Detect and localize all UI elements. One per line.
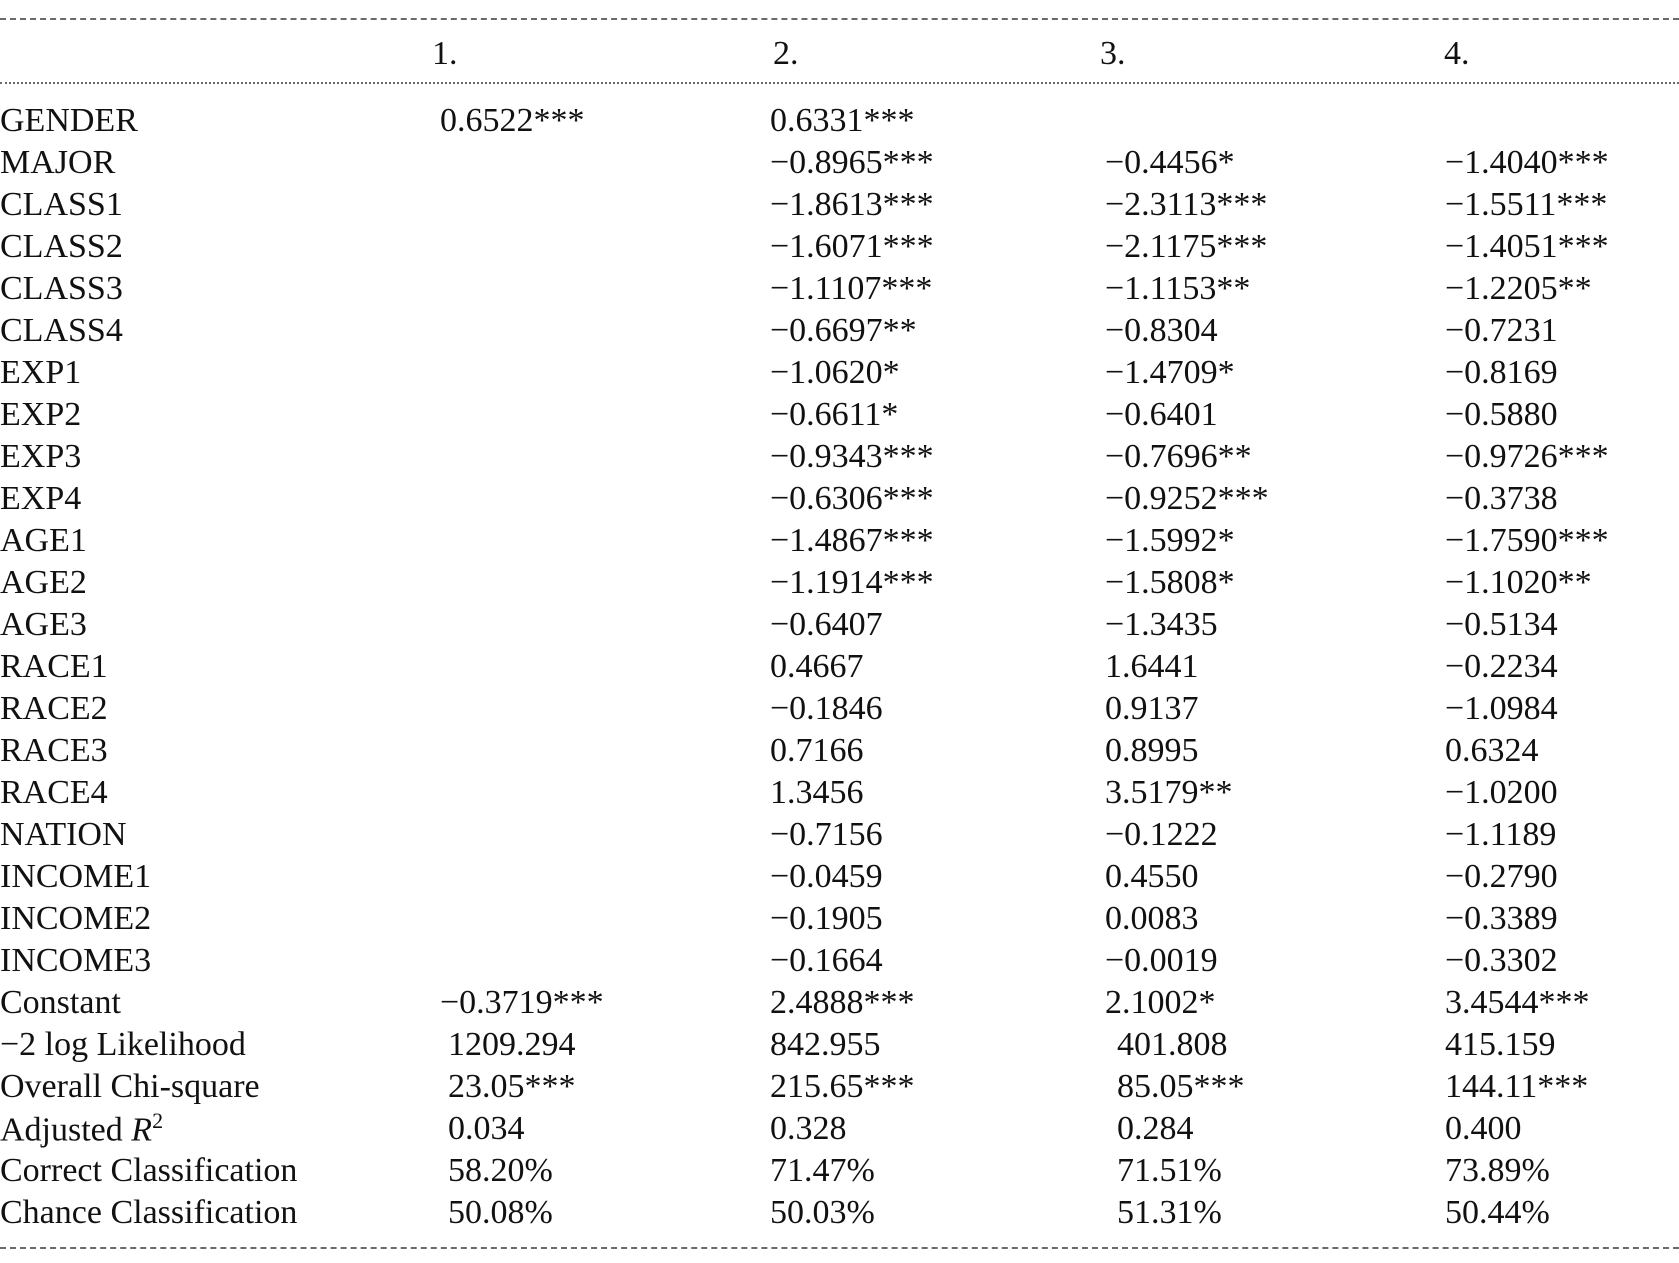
cell-exp1-model-1 xyxy=(440,352,770,394)
table-row xyxy=(0,688,1679,730)
cell-exp3-model-1 xyxy=(440,436,770,478)
fit-label-correct-classification: Correct Classification xyxy=(0,1152,298,1189)
cell-age2-model-3: −1.5808* xyxy=(1105,564,1235,601)
table-row xyxy=(0,184,1679,226)
fit-label-2-log-likelihood: −2 log Likelihood xyxy=(0,1026,246,1063)
fit-row xyxy=(0,1066,1679,1108)
table-row xyxy=(0,982,1679,1024)
cell-major-model-1 xyxy=(440,142,770,184)
table-row xyxy=(0,352,1679,394)
cell-exp1-model-2: −1.0620* xyxy=(770,354,900,391)
cell-race2-model-1 xyxy=(440,688,770,730)
fit-cell-model-3: 85.05*** xyxy=(1117,1068,1245,1105)
cell-class4-model-4: −0.7231 xyxy=(1445,312,1558,349)
cell-age3-model-3: −1.3435 xyxy=(1105,606,1218,643)
row-label-race1: RACE1 xyxy=(0,648,108,685)
fit-cell-model-3: 401.808 xyxy=(1117,1026,1228,1063)
table-row xyxy=(0,856,1679,898)
fit-cell-model-1: 50.08% xyxy=(448,1194,553,1231)
top-rule xyxy=(0,18,1679,20)
column-header-blank xyxy=(0,30,440,78)
cell-exp3-model-2: −0.9343*** xyxy=(770,438,934,475)
cell-race3-model-3: 0.8995 xyxy=(1105,732,1199,769)
cell-gender-model-2: 0.6331*** xyxy=(770,102,915,139)
cell-age1-model-1 xyxy=(440,520,770,562)
cell-income3-model-1 xyxy=(440,940,770,982)
row-label-class2: CLASS2 xyxy=(0,228,123,265)
table-row xyxy=(0,436,1679,478)
row-label-exp1: EXP1 xyxy=(0,354,82,391)
fit-cell-model-2: 0.328 xyxy=(770,1110,847,1147)
bottom-rule xyxy=(0,1247,1679,1249)
cell-income3-model-4: −0.3302 xyxy=(1445,942,1558,979)
cell-constant-model-4: 3.4544*** xyxy=(1445,984,1590,1021)
cell-class2-model-2: −1.6071*** xyxy=(770,228,934,265)
cell-exp1-model-3: −1.4709* xyxy=(1105,354,1235,391)
fit-cell-model-2: 71.47% xyxy=(770,1152,875,1189)
fit-cell-model-4: 73.89% xyxy=(1445,1152,1550,1189)
row-label-race2: RACE2 xyxy=(0,690,108,727)
cell-exp1-model-4: −0.8169 xyxy=(1445,354,1558,391)
table-row xyxy=(0,772,1679,814)
row-label-gender: GENDER xyxy=(0,102,138,139)
row-label-race4: RACE4 xyxy=(0,774,108,811)
cell-class1-model-2: −1.8613*** xyxy=(770,186,934,223)
cell-nation-model-3: −0.1222 xyxy=(1105,816,1218,853)
cell-class2-model-4: −1.4051*** xyxy=(1445,228,1609,265)
cell-income1-model-2: −0.0459 xyxy=(770,858,883,895)
cell-race1-model-3: 1.6441 xyxy=(1105,648,1199,685)
cell-constant-model-1: −0.3719*** xyxy=(440,984,604,1021)
cell-class3-model-2: −1.1107*** xyxy=(770,270,933,307)
row-label-income3: INCOME3 xyxy=(0,942,152,979)
table-row xyxy=(0,268,1679,310)
table-row xyxy=(0,520,1679,562)
fit-row xyxy=(0,1192,1679,1234)
table-row xyxy=(0,142,1679,184)
cell-nation-model-4: −1.1189 xyxy=(1445,816,1557,853)
cell-major-model-3: −0.4456* xyxy=(1105,144,1235,181)
fit-cell-model-2: 50.03% xyxy=(770,1194,875,1231)
cell-race2-model-4: −1.0984 xyxy=(1445,690,1558,727)
column-header-1: 1. xyxy=(432,35,458,72)
cell-age2-model-4: −1.1020** xyxy=(1445,564,1592,601)
row-label-age1: AGE1 xyxy=(0,522,87,559)
row-label-exp4: EXP4 xyxy=(0,480,82,517)
fit-cell-model-1: 23.05*** xyxy=(448,1068,576,1105)
cell-major-model-2: −0.8965*** xyxy=(770,144,934,181)
row-label-class1: CLASS1 xyxy=(0,186,123,223)
cell-age1-model-4: −1.7590*** xyxy=(1445,522,1609,559)
cell-race4-model-4: −1.0200 xyxy=(1445,774,1558,811)
row-label-exp2: EXP2 xyxy=(0,396,82,433)
cell-nation-model-2: −0.7156 xyxy=(770,816,883,853)
cell-exp4-model-1 xyxy=(440,478,770,520)
cell-exp3-model-3: −0.7696** xyxy=(1105,438,1252,475)
fit-label-variable: R xyxy=(131,1111,153,1149)
cell-race3-model-4: 0.6324 xyxy=(1445,732,1539,769)
cell-age3-model-1 xyxy=(440,604,770,646)
column-header-4: 4. xyxy=(1444,35,1470,72)
fit-row xyxy=(0,1150,1679,1192)
cell-race3-model-2: 0.7166 xyxy=(770,732,864,769)
cell-race1-model-2: 0.4667 xyxy=(770,648,864,685)
row-label-race3: RACE3 xyxy=(0,732,108,769)
cell-race2-model-3: 0.9137 xyxy=(1105,690,1199,727)
table-row xyxy=(0,646,1679,688)
cell-constant-model-2: 2.4888*** xyxy=(770,984,915,1021)
cell-class3-model-3: −1.1153** xyxy=(1105,270,1251,307)
cell-race1-model-1 xyxy=(440,646,770,688)
fit-label-overall-chi-square: Overall Chi-square xyxy=(0,1068,260,1105)
cell-income1-model-3: 0.4550 xyxy=(1105,858,1199,895)
cell-gender-model-1: 0.6522*** xyxy=(440,102,585,139)
fit-cell-model-2: 215.65*** xyxy=(770,1068,915,1105)
row-label-age2: AGE2 xyxy=(0,564,87,601)
fit-cell-model-4: 415.159 xyxy=(1445,1026,1556,1063)
fit-cell-model-3: 51.31% xyxy=(1117,1194,1222,1231)
cell-class4-model-2: −0.6697** xyxy=(770,312,917,349)
fit-cell-model-4: 50.44% xyxy=(1445,1194,1550,1231)
table-row xyxy=(0,562,1679,604)
fit-cell-model-4: 144.11*** xyxy=(1445,1068,1589,1105)
fit-cell-model-1: 0.034 xyxy=(448,1110,525,1147)
table-row xyxy=(0,814,1679,856)
table-row xyxy=(0,730,1679,772)
fit-cell-model-3: 0.284 xyxy=(1117,1110,1194,1147)
cell-race3-model-1 xyxy=(440,730,770,772)
fit-row xyxy=(0,1108,1679,1150)
fit-cell-model-1: 1209.294 xyxy=(448,1026,576,1063)
table-row xyxy=(0,940,1679,982)
cell-race1-model-4: −0.2234 xyxy=(1445,648,1558,685)
row-label-income2: INCOME2 xyxy=(0,900,152,937)
cell-race2-model-2: −0.1846 xyxy=(770,690,883,727)
cell-exp4-model-2: −0.6306*** xyxy=(770,480,934,517)
table-row xyxy=(0,100,1679,142)
cell-income3-model-2: −0.1664 xyxy=(770,942,883,979)
fit-label-prefix: Adjusted xyxy=(0,1111,132,1149)
cell-exp4-model-4: −0.3738 xyxy=(1445,480,1558,517)
cell-exp2-model-1 xyxy=(440,394,770,436)
fit-label-adjusted-r2 xyxy=(0,1108,440,1150)
table-row xyxy=(0,310,1679,352)
cell-gender-model-4 xyxy=(1445,100,1679,142)
column-header-row xyxy=(0,30,1679,78)
fit-cell-model-3: 71.51% xyxy=(1117,1152,1222,1189)
fit-label-chance-classification: Chance Classification xyxy=(0,1194,298,1231)
cell-age1-model-3: −1.5992* xyxy=(1105,522,1235,559)
cell-income3-model-3: −0.0019 xyxy=(1105,942,1218,979)
cell-class1-model-4: −1.5511*** xyxy=(1445,186,1608,223)
cell-class4-model-1 xyxy=(440,310,770,352)
cell-exp4-model-3: −0.9252*** xyxy=(1105,480,1269,517)
coefficient-rows xyxy=(0,78,1679,1024)
cell-nation-model-1 xyxy=(440,814,770,856)
fit-statistics-rows xyxy=(0,1024,1679,1234)
cell-class2-model-1 xyxy=(440,226,770,268)
cell-class4-model-3: −0.8304 xyxy=(1105,312,1218,349)
cell-exp3-model-4: −0.9726*** xyxy=(1445,438,1609,475)
cell-class1-model-3: −2.3113*** xyxy=(1105,186,1268,223)
cell-constant-model-3: 2.1002* xyxy=(1105,984,1216,1021)
cell-race4-model-1 xyxy=(440,772,770,814)
table-row xyxy=(0,226,1679,268)
cell-race4-model-2: 1.3456 xyxy=(770,774,864,811)
cell-income1-model-1 xyxy=(440,856,770,898)
cell-age3-model-4: −0.5134 xyxy=(1445,606,1558,643)
cell-income2-model-3: 0.0083 xyxy=(1105,900,1199,937)
cell-class1-model-1 xyxy=(440,184,770,226)
table-row xyxy=(0,604,1679,646)
fit-label-superscript: 2 xyxy=(152,1108,164,1134)
row-label-income1: INCOME1 xyxy=(0,858,152,895)
cell-age2-model-2: −1.1914*** xyxy=(770,564,934,601)
cell-age3-model-2: −0.6407 xyxy=(770,606,883,643)
cell-class2-model-3: −2.1175*** xyxy=(1105,228,1268,265)
fit-row xyxy=(0,1024,1679,1066)
table-row xyxy=(0,898,1679,940)
cell-income1-model-4: −0.2790 xyxy=(1445,858,1558,895)
cell-income2-model-4: −0.3389 xyxy=(1445,900,1558,937)
fit-cell-model-2: 842.955 xyxy=(770,1026,881,1063)
table-row xyxy=(0,478,1679,520)
row-label-age3: AGE3 xyxy=(0,606,87,643)
cell-exp2-model-4: −0.5880 xyxy=(1445,396,1558,433)
row-label-nation: NATION xyxy=(0,816,127,853)
cell-class3-model-1 xyxy=(440,268,770,310)
cell-major-model-4: −1.4040*** xyxy=(1445,144,1609,181)
row-label-constant: Constant xyxy=(0,984,121,1021)
cell-class3-model-4: −1.2205** xyxy=(1445,270,1592,307)
column-header-3: 3. xyxy=(1100,35,1126,72)
cell-income2-model-1 xyxy=(440,898,770,940)
row-label-class3: CLASS3 xyxy=(0,270,123,307)
fit-cell-model-4: 0.400 xyxy=(1445,1110,1522,1147)
cell-exp2-model-2: −0.6611* xyxy=(770,396,899,433)
cell-race4-model-3: 3.5179** xyxy=(1105,774,1233,811)
cell-income2-model-2: −0.1905 xyxy=(770,900,883,937)
table-row xyxy=(0,394,1679,436)
regression-results-table xyxy=(0,30,1679,1234)
cell-age2-model-1 xyxy=(440,562,770,604)
fit-cell-model-1: 58.20% xyxy=(448,1152,553,1189)
row-label-class4: CLASS4 xyxy=(0,312,123,349)
cell-age1-model-2: −1.4867*** xyxy=(770,522,934,559)
row-label-major: MAJOR xyxy=(0,144,116,181)
row-label-exp3: EXP3 xyxy=(0,438,82,475)
cell-gender-model-3 xyxy=(1105,100,1445,142)
cell-exp2-model-3: −0.6401 xyxy=(1105,396,1218,433)
column-header-2: 2. xyxy=(773,35,799,72)
